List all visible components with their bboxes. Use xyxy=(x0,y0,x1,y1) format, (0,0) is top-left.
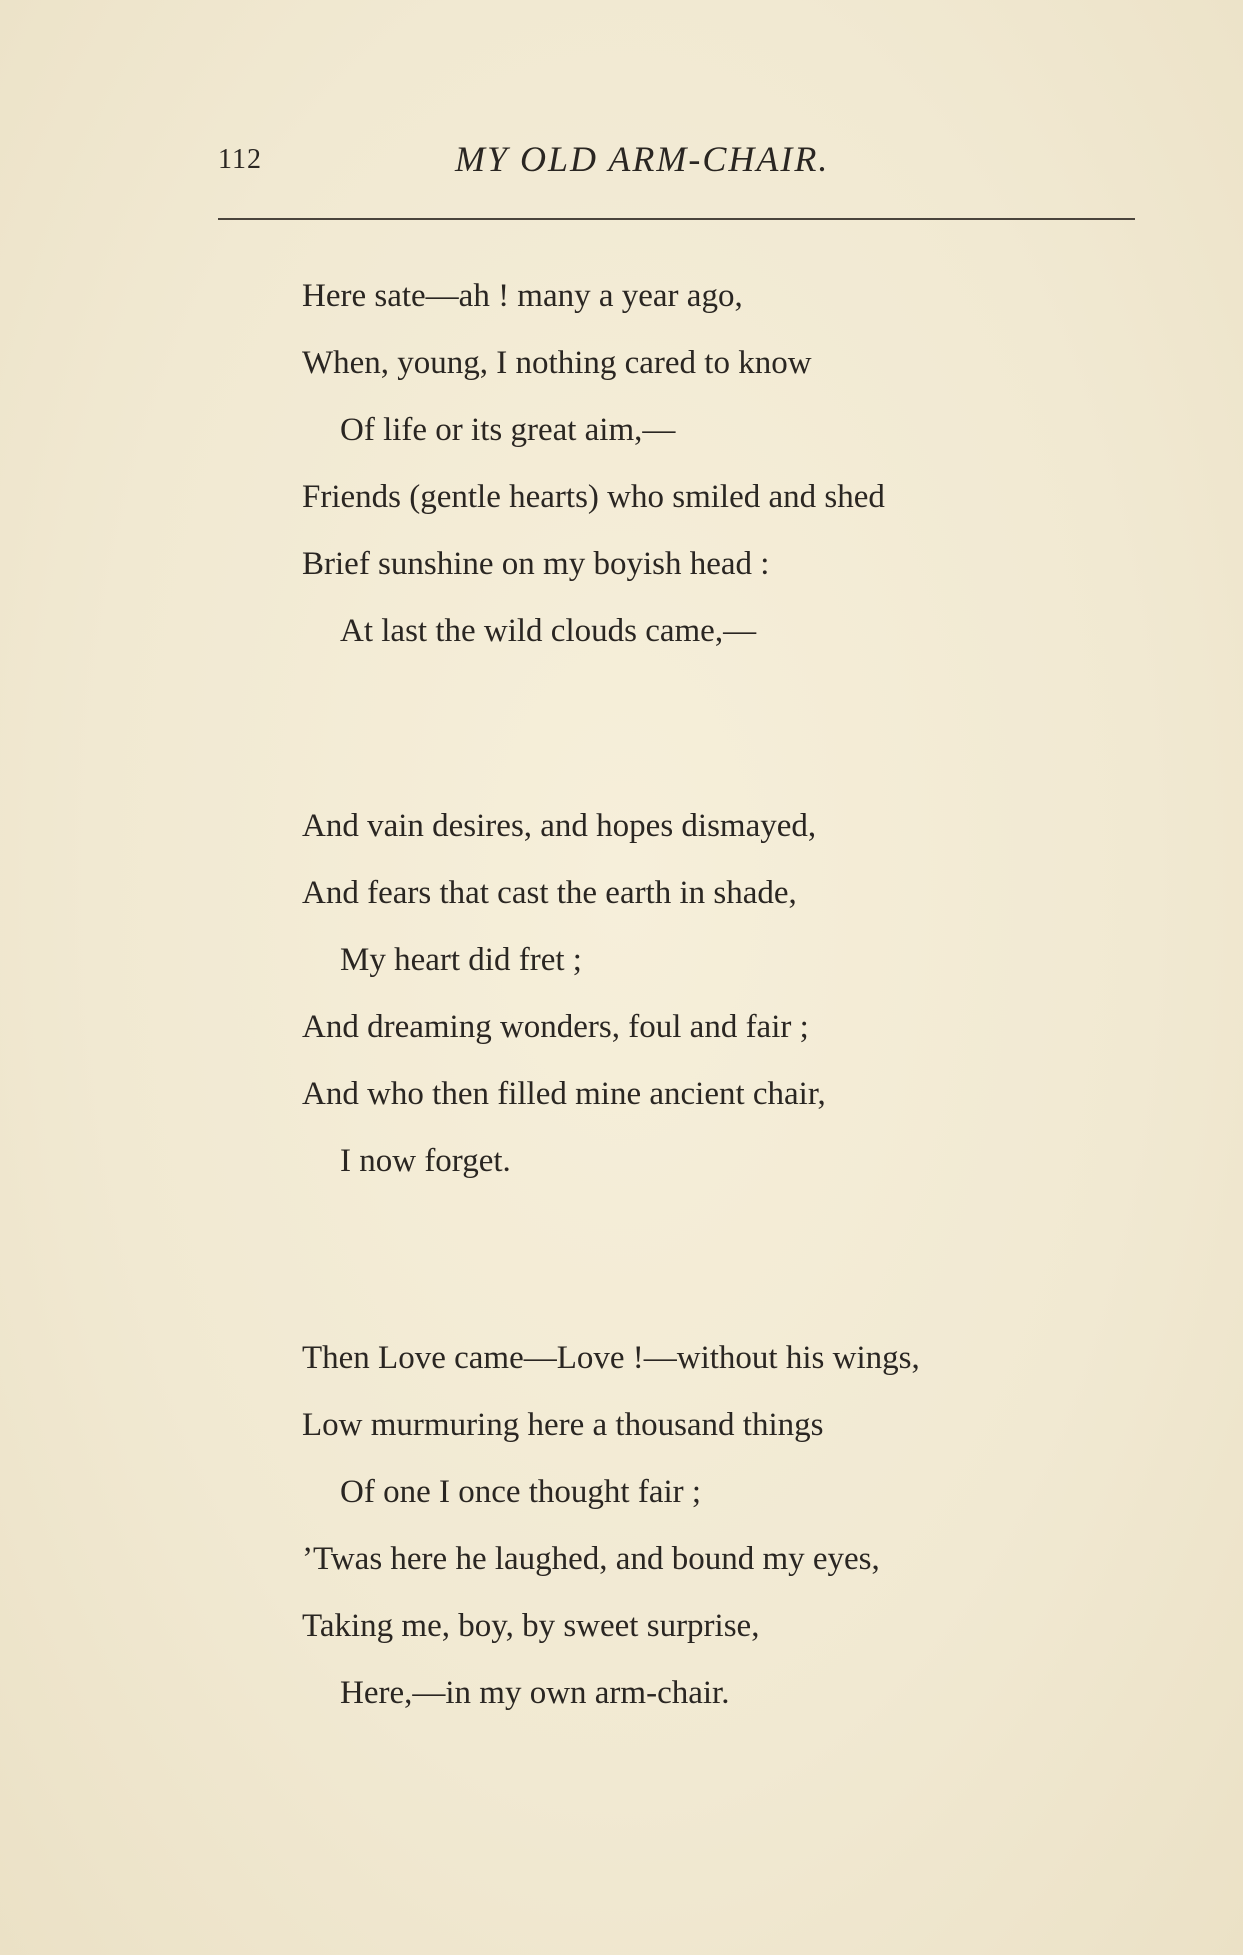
stanza-1 xyxy=(302,263,1162,665)
poem-line: And dreaming wonders, foul and fair ; xyxy=(302,1009,809,1045)
poem-line: Brief sunshine on my boyish head : xyxy=(302,546,770,582)
running-title: MY OLD ARM-CHAIR. xyxy=(455,139,830,179)
poem-line: Friends (gentle hearts) who smiled and shed xyxy=(302,479,885,515)
poem-line: I now forget. xyxy=(340,1143,511,1179)
stanza-3 xyxy=(302,1325,1162,1727)
poem-line: When, young, I nothing cared to know xyxy=(302,345,812,381)
poem-line: Then Love came—Love !—without his wings, xyxy=(302,1340,920,1376)
page-number: 112 xyxy=(218,144,262,175)
poem-line: ’Twas here he laughed, and bound my eyes, xyxy=(302,1541,880,1577)
poem-line: And who then filled mine ancient chair, xyxy=(302,1076,826,1112)
stanza-2 xyxy=(302,793,1162,1195)
poem-line: Here,—in my own arm-chair. xyxy=(340,1675,730,1711)
poem-line: And vain desires, and hopes dismayed, xyxy=(302,808,817,844)
poem-line: Of life or its great aim,— xyxy=(340,412,676,448)
poem-line: My heart did fret ; xyxy=(340,942,582,978)
poem-line: At last the wild clouds came,— xyxy=(340,613,757,649)
poem-line: And fears that cast the earth in shade, xyxy=(302,875,797,911)
header-rule xyxy=(218,218,1135,220)
poem-line: Low murmuring here a thousand things xyxy=(302,1407,824,1443)
poem-line: Taking me, boy, by sweet surprise, xyxy=(302,1608,760,1644)
poem-line: Here sate—ah ! many a year ago, xyxy=(302,278,743,314)
poem-line: Of one I once thought fair ; xyxy=(340,1474,702,1510)
page-header xyxy=(0,138,1243,188)
